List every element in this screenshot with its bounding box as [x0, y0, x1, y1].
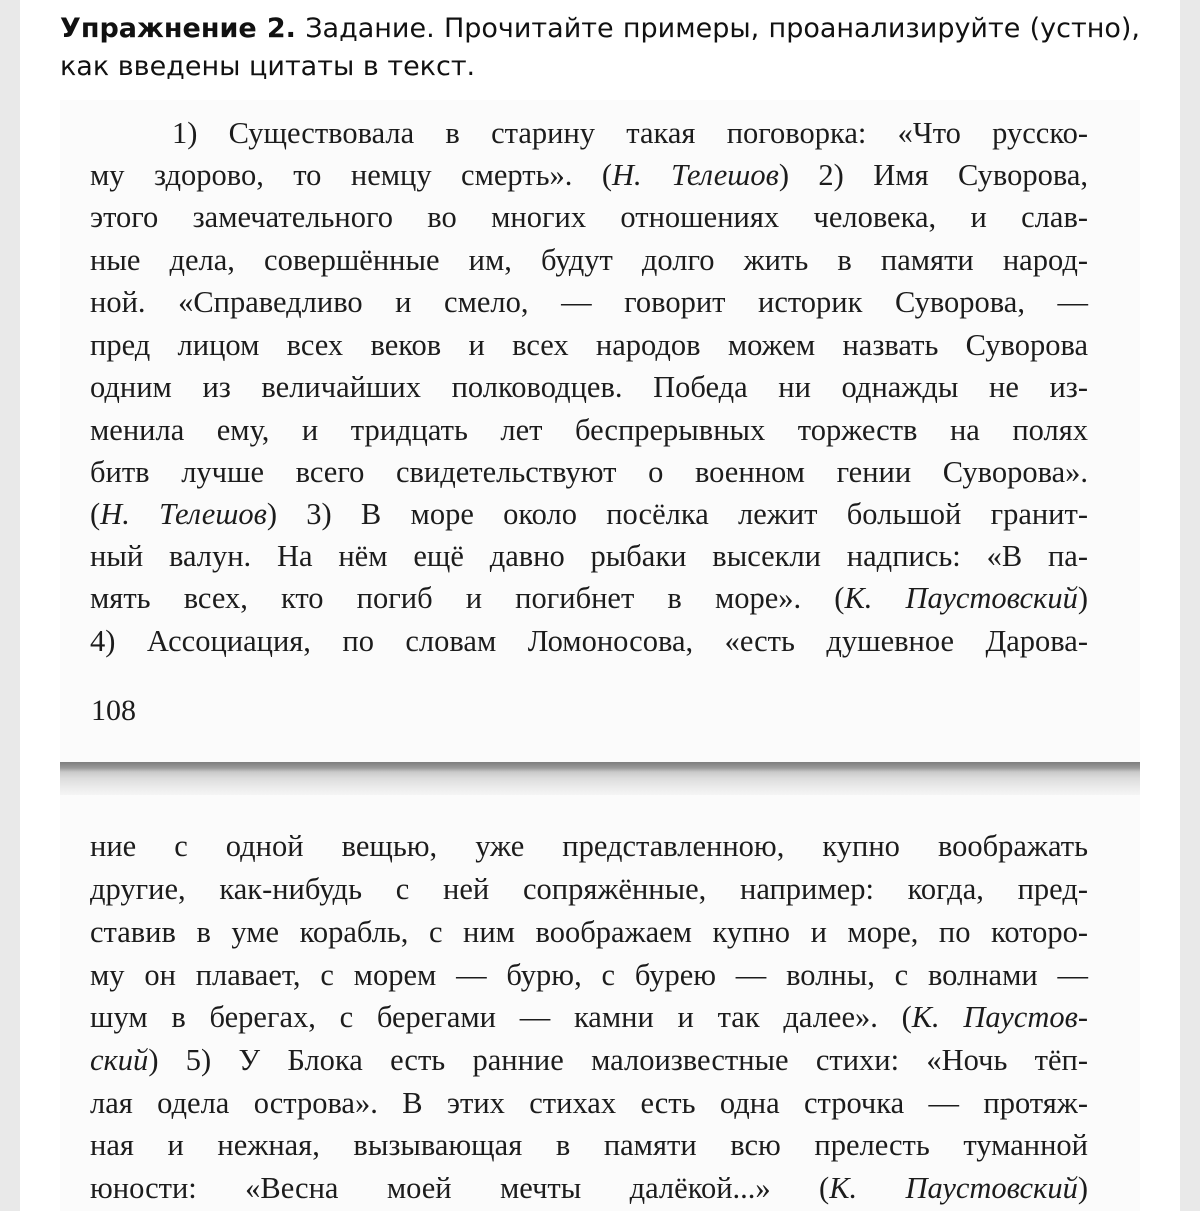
text-line: му он плавает, с морем — бурю, с бурею — волны, с волнами —	[90, 958, 1088, 992]
exercise-text: Задание. Прочитайте примеры, проанализируйте (устно), как введены цитаты в текст.	[60, 13, 1140, 82]
text-line: ные дела, совершённые им, будут долго жить в памяти народ-	[90, 243, 1088, 277]
text-line: менила ему, и тридцать лет беспрерывных торжеств на полях	[90, 413, 1088, 447]
text-line: битв лучше всего свидетельствуют о военном гении Суворова».	[90, 455, 1088, 489]
text-line: лая одела острова». В этих стихах есть одна строчка — протяж-	[90, 1086, 1088, 1120]
text-line: ная и нежная, вызывающая в памяти всю прелесть туманной	[90, 1128, 1088, 1162]
text-line: (Н. Телешов) 3) В море около посёлка лежит большой гранит-	[90, 497, 1088, 531]
text-line: мять всех, кто погиб и погибнет в море». (К. Паустовский)	[90, 581, 1088, 615]
text-line: одним из величайших полководцев. Победа ни однажды не из-	[90, 370, 1088, 404]
text-line: пред лицом всех веков и всех народов можем назвать Суворова	[90, 328, 1088, 362]
text-line: 1) Существовала в старину такая поговорка: «Что русско-	[172, 116, 1088, 150]
author-attribution: Н. Телешов	[611, 158, 779, 192]
author-attribution: Н. Телешов	[100, 497, 267, 531]
text-line: этого замечательного во многих отношениях человека, и слав-	[90, 200, 1088, 234]
author-attribution: ский	[90, 1043, 149, 1077]
text-line: ной. «Справедливо и смело, — говорит историк Суворова, —	[90, 285, 1088, 319]
text-line: шум в берегах, с берегами — камни и так далее». (К. Паустов-	[90, 1000, 1088, 1034]
text-line: ние с одной вещью, уже представленною, купно воображать	[90, 829, 1088, 863]
text-line: другие, как-нибудь с ней сопряжённые, например: когда, пред-	[90, 872, 1088, 906]
text-line: 4) Ассоциация, по словам Ломоносова, «есть душевное Дарова-	[90, 624, 1088, 658]
text-line: ный валун. На нём ещё давно рыбаки высекли надпись: «В па-	[90, 539, 1088, 573]
author-attribution: К. Паустов-	[911, 1000, 1088, 1034]
text-line: ставив в уме корабль, с ним воображаем купно и море, по которо-	[90, 915, 1088, 949]
exercise-title: Упражнение 2.	[60, 13, 296, 44]
text-line: му здорово, то немцу смерть». (Н. Телешов) 2) Имя Суворова,	[90, 158, 1088, 192]
text-line: ский) 5) У Блока есть ранние малоизвестные стихи: «Ночь тёп-	[90, 1043, 1088, 1077]
page-divider	[60, 762, 1140, 795]
page-number: 108	[91, 694, 136, 727]
exercise-instruction	[60, 10, 1140, 86]
text-line: юности: «Весна моей мечты далёкой...» (К. Паустовский)	[90, 1171, 1089, 1205]
author-attribution: К. Паустовский	[844, 581, 1078, 615]
author-attribution: К. Паустовский	[829, 1171, 1078, 1205]
